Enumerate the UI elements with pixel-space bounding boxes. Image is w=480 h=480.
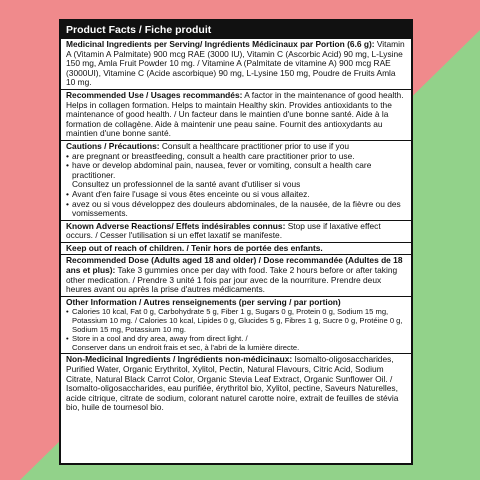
cautions-section xyxy=(61,140,411,220)
cautions-intro: Consult a healthcare practitioner prior to use if you xyxy=(161,140,350,151)
non-medicinal-section xyxy=(61,353,411,414)
keep-out-section xyxy=(61,242,411,255)
recommended-dose-section xyxy=(61,254,411,295)
list-item xyxy=(66,200,407,219)
other-information-title: Other Information / Autres renseignements (per serving / par portion) xyxy=(66,296,341,307)
panel-header: Product Facts / Fiche produit xyxy=(61,21,411,38)
caution-text: avez ou si vous développez des douleurs abdominales, de la nausée, de la fièvre ou des vomissements. xyxy=(72,198,401,219)
list-item xyxy=(66,307,407,334)
recommended-dose-title: Recommended Dose (Adults aged 18 and older) / Dose recommandée (Adultes de 18 ans et plus): xyxy=(66,255,403,276)
storage-text: Store in a cool and dry area, away from direct light. / xyxy=(72,334,248,344)
caution-text: are pregnant or breastfeeding, consult a health care practitioner prior to use. xyxy=(72,150,355,161)
bullet-icon: • xyxy=(66,160,69,171)
bullet-icon: • xyxy=(66,198,69,209)
keep-out-title: Keep out of reach of children. / Tenir hors de portée des enfants. xyxy=(66,242,323,253)
medicinal-ingredients-body: Vitamin A (Vitamin A Palmitate) 900 mcg RAE (3000 IU), Vitamin C (Ascorbic Acid) 90 mg, L-Lysine 150 mg, Amla Fruit Powder 10 mg. / Vitamine A (Palmitate de vitamine A) 900 mcg RAE (3000UI), Vitamine C (Acide ascorbique) 90 mg, L-Lysine 150 mg, Poudre de Fruits Amla 10 mg. xyxy=(66,39,405,88)
non-medicinal-title: Non-Medicinal Ingredients / Ingrédients non-médicinaux: xyxy=(66,354,293,365)
recommended-use-title: Recommended Use / Usages recommandés: xyxy=(66,89,243,100)
list-item xyxy=(66,161,407,180)
caution-text: have or develop abdominal pain, nausea, fever or vomiting, consult a health care practitioner. xyxy=(72,160,372,180)
cautions-fr-intro: Consultez un professionnel de la santé avant d'utiliser si vous xyxy=(72,179,301,190)
bullet-icon: • xyxy=(66,334,69,344)
recommended-use-section xyxy=(61,89,411,140)
non-medicinal-body: Isomalto-oligosaccharides, Purified Water, Organic Erythritol, Xylitol, Pectin, Natural Flavours, Citric Acid, Sodium Citrate, Natural Black Carrot Color, Organic Stevia Leaf Extract, Organic Sunflower Oil. / Isomalto-oligosaccharides, eau purifiée, érythritol bio, Xylitol, pectine, Saveurs Naturelles, acide citrique, citrate de sodium, colorant naturel carotte noire, extrait de feuilles de stévia bio, huile de tournesol bio. xyxy=(66,354,399,413)
adverse-reactions-title: Known Adverse Reactions/ Effets indésirables connus: xyxy=(66,220,286,231)
storage-fr-text: Conserver dans un endroit frais et sec, à l'abri de la lumière directe. xyxy=(72,343,300,353)
adverse-reactions-body: Stop use if laxative effect occurs. / Cesser l'utilisation si un effet laxatif se manifeste. xyxy=(66,220,381,241)
bullet-icon: • xyxy=(66,307,69,317)
recommended-dose-body: Take 3 gummies once per day with food. Take 2 hours before or after taking other medication. / Prendre 3 unité 1 fois par jour avec de la nourriture. Prendre deux heures avant ou après la prise d'autres médicaments. xyxy=(66,265,398,295)
adverse-reactions-section xyxy=(61,220,411,242)
nutrition-text: Calories 10 kcal, Fat 0 g, Carbohydrate 5 g, Fiber 1 g, Sugars 0 g, Protein 0 g, Sodium 15 mg, Potassium 10 mg. / Calories 10 kcal, Lipides 0 g, Glucides 5 g, Fibres 1 g, Sucre 0 g, Protéine 0 g, Sodium 15 mg, Potassium 10 mg. xyxy=(72,307,403,335)
medicinal-ingredients-title: Medicinal Ingredients per Serving/ Ingrédients Médicinaux par Portion (6.6 g): xyxy=(66,39,375,49)
caution-text: Avant d'en faire l'usage si vous êtes enceinte ou si vous allaitez. xyxy=(72,188,310,199)
recommended-use-body: A factor in the maintenance of good health. Helps in collagen formation. Helps to maintain Healthy skin. Provides antioxidants to the maintenance of good health. / Un facteur dans le maintien d'une bonne santé. Aide à la formation de collagène. Aide à maintenir une peau saine. Fournit des antioxydants au maintien d'une bonne santé. xyxy=(66,89,404,139)
list-item xyxy=(66,334,407,343)
other-information-section xyxy=(61,296,411,354)
cautions-title: Cautions / Précautions: xyxy=(66,140,160,151)
medicinal-ingredients-section xyxy=(61,38,411,89)
bullet-icon: • xyxy=(66,188,69,199)
product-facts-panel xyxy=(59,19,413,465)
bullet-icon: • xyxy=(66,150,69,161)
